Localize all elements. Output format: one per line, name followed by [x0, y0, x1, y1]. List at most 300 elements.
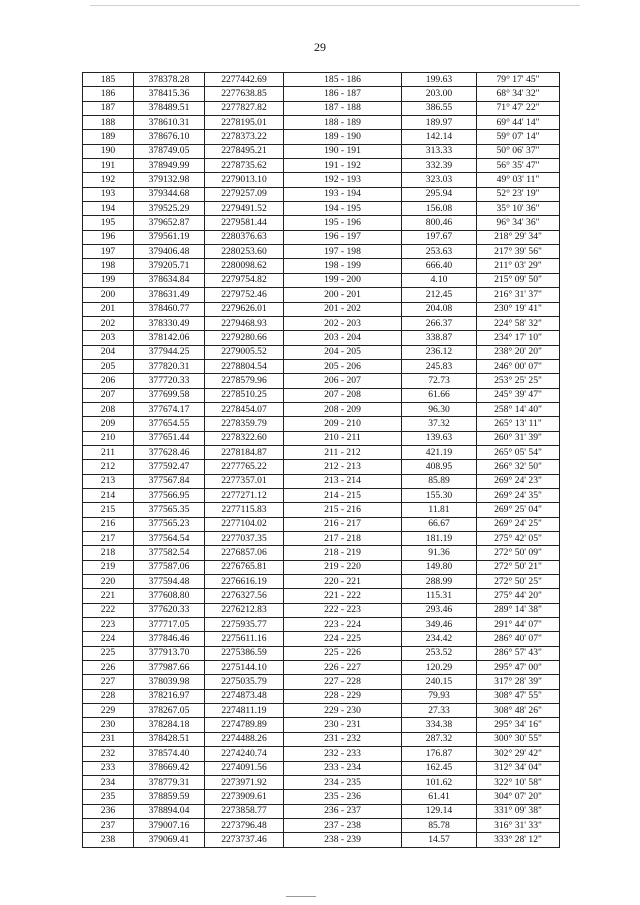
- point-number-cell: 204: [83, 345, 134, 359]
- y-coordinate-cell: 2273971.92: [205, 775, 284, 789]
- x-coordinate-cell: 378676.10: [134, 130, 205, 144]
- bearing-cell: 286° 40' 07": [477, 632, 560, 646]
- length-cell: 245.83: [402, 359, 477, 373]
- table-row: [83, 388, 560, 402]
- table-row: [83, 704, 560, 718]
- length-cell: 295.94: [402, 187, 477, 201]
- length-cell: 234.42: [402, 632, 477, 646]
- page-number: 29: [314, 40, 326, 54]
- point-number-cell: 209: [83, 417, 134, 431]
- bearing-cell: 79° 17' 45": [477, 73, 560, 87]
- y-coordinate-cell: 2275611.16: [205, 632, 284, 646]
- point-number-cell: 238: [83, 833, 134, 847]
- table-row: [83, 818, 560, 832]
- segment-cell: 236 - 237: [284, 804, 402, 818]
- x-coordinate-cell: 378610.31: [134, 116, 205, 130]
- point-number-cell: 191: [83, 159, 134, 173]
- x-coordinate-cell: 379205.71: [134, 259, 205, 273]
- length-cell: 27.33: [402, 704, 477, 718]
- bearing-cell: 291° 44' 07": [477, 618, 560, 632]
- point-number-cell: 185: [83, 73, 134, 87]
- table-row: [83, 575, 560, 589]
- length-cell: 199.63: [402, 73, 477, 87]
- segment-cell: 191 - 192: [284, 159, 402, 173]
- table-row: [83, 202, 560, 216]
- x-coordinate-cell: 377820.31: [134, 359, 205, 373]
- point-number-cell: 208: [83, 402, 134, 416]
- x-coordinate-cell: 378669.42: [134, 761, 205, 775]
- y-coordinate-cell: 2278195.01: [205, 116, 284, 130]
- x-coordinate-cell: 378415.36: [134, 87, 205, 101]
- x-coordinate-cell: 377566.95: [134, 488, 205, 502]
- bearing-cell: 316° 31' 33": [477, 818, 560, 832]
- table-row: [83, 417, 560, 431]
- segment-cell: 186 - 187: [284, 87, 402, 101]
- x-coordinate-cell: 379525.29: [134, 202, 205, 216]
- y-coordinate-cell: 2278322.60: [205, 431, 284, 445]
- point-number-cell: 210: [83, 431, 134, 445]
- table-row: [83, 331, 560, 345]
- segment-cell: 232 - 233: [284, 747, 402, 761]
- x-coordinate-cell: 378489.51: [134, 101, 205, 115]
- length-cell: 14.57: [402, 833, 477, 847]
- x-coordinate-cell: 378460.77: [134, 302, 205, 316]
- table-row: [83, 833, 560, 847]
- length-cell: 101.62: [402, 775, 477, 789]
- point-number-cell: 193: [83, 187, 134, 201]
- table-row: [83, 288, 560, 302]
- x-coordinate-cell: 379406.48: [134, 245, 205, 259]
- table-row: [83, 431, 560, 445]
- x-coordinate-cell: 377567.84: [134, 474, 205, 488]
- table-row: [83, 402, 560, 416]
- table-row: [83, 230, 560, 244]
- y-coordinate-cell: 2274873.48: [205, 689, 284, 703]
- segment-cell: 203 - 204: [284, 331, 402, 345]
- table-row: [83, 345, 560, 359]
- segment-cell: 238 - 239: [284, 833, 402, 847]
- segment-cell: 198 - 199: [284, 259, 402, 273]
- segment-cell: 222 - 223: [284, 603, 402, 617]
- bearing-cell: 253° 25' 25": [477, 374, 560, 388]
- bearing-cell: 308° 47' 55": [477, 689, 560, 703]
- segment-cell: 228 - 229: [284, 689, 402, 703]
- y-coordinate-cell: 2278804.54: [205, 359, 284, 373]
- segment-cell: 204 - 205: [284, 345, 402, 359]
- segment-cell: 226 - 227: [284, 661, 402, 675]
- bearing-cell: 96° 34' 36": [477, 216, 560, 230]
- x-coordinate-cell: 377564.54: [134, 532, 205, 546]
- bearing-cell: 295° 34' 16": [477, 718, 560, 732]
- segment-cell: 185 - 186: [284, 73, 402, 87]
- length-cell: 293.46: [402, 603, 477, 617]
- length-cell: 181.19: [402, 532, 477, 546]
- length-cell: 156.08: [402, 202, 477, 216]
- segment-cell: 192 - 193: [284, 173, 402, 187]
- segment-cell: 235 - 236: [284, 790, 402, 804]
- length-cell: 96.30: [402, 402, 477, 416]
- x-coordinate-cell: 378631.49: [134, 288, 205, 302]
- y-coordinate-cell: 2280098.62: [205, 259, 284, 273]
- coordinates-table: [82, 72, 560, 848]
- table-row: [83, 646, 560, 660]
- segment-cell: 205 - 206: [284, 359, 402, 373]
- y-coordinate-cell: 2276327.56: [205, 589, 284, 603]
- x-coordinate-cell: 379344.68: [134, 187, 205, 201]
- segment-cell: 218 - 219: [284, 546, 402, 560]
- length-cell: 162.45: [402, 761, 477, 775]
- x-coordinate-cell: 378779.31: [134, 775, 205, 789]
- x-coordinate-cell: 377565.35: [134, 503, 205, 517]
- y-coordinate-cell: 2278359.79: [205, 417, 284, 431]
- y-coordinate-cell: 2280376.63: [205, 230, 284, 244]
- y-coordinate-cell: 2276857.06: [205, 546, 284, 560]
- point-number-cell: 224: [83, 632, 134, 646]
- point-number-cell: 190: [83, 144, 134, 158]
- length-cell: 203.00: [402, 87, 477, 101]
- bearing-cell: 258° 14' 40": [477, 402, 560, 416]
- bearing-cell: 68° 34' 32": [477, 87, 560, 101]
- segment-cell: 195 - 196: [284, 216, 402, 230]
- segment-cell: 224 - 225: [284, 632, 402, 646]
- bearing-cell: 216° 31' 37": [477, 288, 560, 302]
- y-coordinate-cell: 2279752.46: [205, 288, 284, 302]
- length-cell: 142.14: [402, 130, 477, 144]
- bearing-cell: 269° 25' 04": [477, 503, 560, 517]
- segment-cell: 216 - 217: [284, 517, 402, 531]
- bearing-cell: 218° 29' 34": [477, 230, 560, 244]
- point-number-cell: 213: [83, 474, 134, 488]
- segment-cell: 214 - 215: [284, 488, 402, 502]
- length-cell: 197.67: [402, 230, 477, 244]
- length-cell: 408.95: [402, 460, 477, 474]
- y-coordinate-cell: 2276616.19: [205, 575, 284, 589]
- x-coordinate-cell: 377587.06: [134, 560, 205, 574]
- length-cell: 204.08: [402, 302, 477, 316]
- y-coordinate-cell: 2278735.62: [205, 159, 284, 173]
- segment-cell: 190 - 191: [284, 144, 402, 158]
- y-coordinate-cell: 2273858.77: [205, 804, 284, 818]
- x-coordinate-cell: 377608.80: [134, 589, 205, 603]
- x-coordinate-cell: 379561.19: [134, 230, 205, 244]
- y-coordinate-cell: 2278579.96: [205, 374, 284, 388]
- x-coordinate-cell: 379652.87: [134, 216, 205, 230]
- segment-cell: 215 - 216: [284, 503, 402, 517]
- bearing-cell: 52° 23' 19": [477, 187, 560, 201]
- point-number-cell: 221: [83, 589, 134, 603]
- point-number-cell: 229: [83, 704, 134, 718]
- y-coordinate-cell: 2277638.85: [205, 87, 284, 101]
- length-cell: 240.15: [402, 675, 477, 689]
- segment-cell: 225 - 226: [284, 646, 402, 660]
- point-number-cell: 202: [83, 316, 134, 330]
- point-number-cell: 232: [83, 747, 134, 761]
- table-row: [83, 560, 560, 574]
- table-row: [83, 460, 560, 474]
- length-cell: 288.99: [402, 575, 477, 589]
- segment-cell: 219 - 220: [284, 560, 402, 574]
- length-cell: 253.52: [402, 646, 477, 660]
- table-row: [83, 87, 560, 101]
- segment-cell: 211 - 212: [284, 445, 402, 459]
- bearing-cell: 266° 32' 50": [477, 460, 560, 474]
- length-cell: 338.87: [402, 331, 477, 345]
- segment-cell: 189 - 190: [284, 130, 402, 144]
- segment-cell: 200 - 201: [284, 288, 402, 302]
- y-coordinate-cell: 2276212.83: [205, 603, 284, 617]
- length-cell: 61.41: [402, 790, 477, 804]
- length-cell: 85.89: [402, 474, 477, 488]
- length-cell: 155.30: [402, 488, 477, 502]
- segment-cell: 221 - 222: [284, 589, 402, 603]
- bearing-cell: 224° 58' 32": [477, 316, 560, 330]
- table-row: [83, 116, 560, 130]
- x-coordinate-cell: 378330.49: [134, 316, 205, 330]
- table-row: [83, 144, 560, 158]
- table-row: [83, 474, 560, 488]
- y-coordinate-cell: 2277104.02: [205, 517, 284, 531]
- bearing-cell: 230° 19' 41": [477, 302, 560, 316]
- length-cell: 79.93: [402, 689, 477, 703]
- x-coordinate-cell: 378574.40: [134, 747, 205, 761]
- table-row: [83, 732, 560, 746]
- segment-cell: 187 - 188: [284, 101, 402, 115]
- x-coordinate-cell: 378142.06: [134, 331, 205, 345]
- bearing-cell: 275° 44' 20": [477, 589, 560, 603]
- x-coordinate-cell: 377846.46: [134, 632, 205, 646]
- bottom-mark: [286, 896, 316, 897]
- table-body: [83, 73, 560, 848]
- bearing-cell: 269° 24' 35": [477, 488, 560, 502]
- bearing-cell: 260° 31' 39": [477, 431, 560, 445]
- bearing-cell: 269° 24' 25": [477, 517, 560, 531]
- table-row: [83, 445, 560, 459]
- length-cell: 332.39: [402, 159, 477, 173]
- y-coordinate-cell: 2274488.26: [205, 732, 284, 746]
- bearing-cell: 56° 35' 47": [477, 159, 560, 173]
- y-coordinate-cell: 2275035.79: [205, 675, 284, 689]
- point-number-cell: 187: [83, 101, 134, 115]
- y-coordinate-cell: 2279754.82: [205, 273, 284, 287]
- segment-cell: 223 - 224: [284, 618, 402, 632]
- length-cell: 334.38: [402, 718, 477, 732]
- point-number-cell: 188: [83, 116, 134, 130]
- x-coordinate-cell: 378284.18: [134, 718, 205, 732]
- y-coordinate-cell: 2274789.89: [205, 718, 284, 732]
- point-number-cell: 198: [83, 259, 134, 273]
- bearing-cell: 304° 07' 20": [477, 790, 560, 804]
- point-number-cell: 200: [83, 288, 134, 302]
- bearing-cell: 71° 47' 22": [477, 101, 560, 115]
- point-number-cell: 233: [83, 761, 134, 775]
- y-coordinate-cell: 2278373.22: [205, 130, 284, 144]
- segment-cell: 212 - 213: [284, 460, 402, 474]
- bearing-cell: 59° 07' 14": [477, 130, 560, 144]
- length-cell: 189.97: [402, 116, 477, 130]
- bearing-cell: 272° 50' 09": [477, 546, 560, 560]
- length-cell: 4.10: [402, 273, 477, 287]
- y-coordinate-cell: 2279257.09: [205, 187, 284, 201]
- y-coordinate-cell: 2277765.22: [205, 460, 284, 474]
- length-cell: 66.67: [402, 517, 477, 531]
- table-row: [83, 747, 560, 761]
- y-coordinate-cell: 2274240.74: [205, 747, 284, 761]
- y-coordinate-cell: 2278495.21: [205, 144, 284, 158]
- segment-cell: 196 - 197: [284, 230, 402, 244]
- y-coordinate-cell: 2279280.66: [205, 331, 284, 345]
- y-coordinate-cell: 2273737.46: [205, 833, 284, 847]
- point-number-cell: 205: [83, 359, 134, 373]
- x-coordinate-cell: 378894.04: [134, 804, 205, 818]
- point-number-cell: 226: [83, 661, 134, 675]
- segment-cell: 227 - 228: [284, 675, 402, 689]
- x-coordinate-cell: 377699.58: [134, 388, 205, 402]
- point-number-cell: 237: [83, 818, 134, 832]
- x-coordinate-cell: 378949.99: [134, 159, 205, 173]
- point-number-cell: 230: [83, 718, 134, 732]
- table-row: [83, 632, 560, 646]
- x-coordinate-cell: 377594.48: [134, 575, 205, 589]
- table-row: [83, 245, 560, 259]
- y-coordinate-cell: 2280253.60: [205, 245, 284, 259]
- segment-cell: 207 - 208: [284, 388, 402, 402]
- x-coordinate-cell: 377987.66: [134, 661, 205, 675]
- y-coordinate-cell: 2279491.52: [205, 202, 284, 216]
- point-number-cell: 189: [83, 130, 134, 144]
- table-row: [83, 316, 560, 330]
- length-cell: 349.46: [402, 618, 477, 632]
- bearing-cell: 265° 13' 11": [477, 417, 560, 431]
- point-number-cell: 211: [83, 445, 134, 459]
- point-number-cell: 234: [83, 775, 134, 789]
- y-coordinate-cell: 2275144.10: [205, 661, 284, 675]
- table-row: [83, 488, 560, 502]
- length-cell: 85.78: [402, 818, 477, 832]
- point-number-cell: 186: [83, 87, 134, 101]
- bearing-cell: 272° 50' 21": [477, 560, 560, 574]
- segment-cell: 220 - 221: [284, 575, 402, 589]
- length-cell: 72.73: [402, 374, 477, 388]
- table-row: [83, 173, 560, 187]
- table-row: [83, 187, 560, 201]
- point-number-cell: 195: [83, 216, 134, 230]
- y-coordinate-cell: 2277271.12: [205, 488, 284, 502]
- y-coordinate-cell: 2277037.35: [205, 532, 284, 546]
- x-coordinate-cell: 377651.44: [134, 431, 205, 445]
- table-row: [83, 273, 560, 287]
- bearing-cell: 234° 17' 10": [477, 331, 560, 345]
- bearing-cell: 333° 28' 12": [477, 833, 560, 847]
- length-cell: 11.81: [402, 503, 477, 517]
- point-number-cell: 197: [83, 245, 134, 259]
- table-row: [83, 618, 560, 632]
- y-coordinate-cell: 2279626.01: [205, 302, 284, 316]
- segment-cell: 194 - 195: [284, 202, 402, 216]
- segment-cell: 213 - 214: [284, 474, 402, 488]
- x-coordinate-cell: 377717.05: [134, 618, 205, 632]
- point-number-cell: 231: [83, 732, 134, 746]
- x-coordinate-cell: 377944.25: [134, 345, 205, 359]
- segment-cell: 202 - 203: [284, 316, 402, 330]
- y-coordinate-cell: 2279013.10: [205, 173, 284, 187]
- segment-cell: 199 - 200: [284, 273, 402, 287]
- bearing-cell: 312° 34' 04": [477, 761, 560, 775]
- x-coordinate-cell: 377565.23: [134, 517, 205, 531]
- segment-cell: 201 - 202: [284, 302, 402, 316]
- segment-cell: 208 - 209: [284, 402, 402, 416]
- bearing-cell: 215° 09' 50": [477, 273, 560, 287]
- y-coordinate-cell: 2278454.07: [205, 402, 284, 416]
- point-number-cell: 196: [83, 230, 134, 244]
- x-coordinate-cell: 379132.98: [134, 173, 205, 187]
- length-cell: 120.29: [402, 661, 477, 675]
- bearing-cell: 217° 39' 56": [477, 245, 560, 259]
- point-number-cell: 227: [83, 675, 134, 689]
- segment-cell: 188 - 189: [284, 116, 402, 130]
- y-coordinate-cell: 2274091.56: [205, 761, 284, 775]
- segment-cell: 230 - 231: [284, 718, 402, 732]
- y-coordinate-cell: 2273796.48: [205, 818, 284, 832]
- segment-cell: 193 - 194: [284, 187, 402, 201]
- bearing-cell: 300° 30' 55": [477, 732, 560, 746]
- point-number-cell: 216: [83, 517, 134, 531]
- table-row: [83, 661, 560, 675]
- table-row: [83, 517, 560, 531]
- segment-cell: 231 - 232: [284, 732, 402, 746]
- table-row: [83, 532, 560, 546]
- x-coordinate-cell: 377654.55: [134, 417, 205, 431]
- x-coordinate-cell: 377674.17: [134, 402, 205, 416]
- y-coordinate-cell: 2275386.59: [205, 646, 284, 660]
- table-row: [83, 589, 560, 603]
- point-number-cell: 222: [83, 603, 134, 617]
- x-coordinate-cell: 379007.16: [134, 818, 205, 832]
- x-coordinate-cell: 378634.84: [134, 273, 205, 287]
- point-number-cell: 225: [83, 646, 134, 660]
- y-coordinate-cell: 2277827.82: [205, 101, 284, 115]
- length-cell: 236.12: [402, 345, 477, 359]
- length-cell: 421.19: [402, 445, 477, 459]
- table-row: [83, 259, 560, 273]
- y-coordinate-cell: 2279468.93: [205, 316, 284, 330]
- table-row: [83, 804, 560, 818]
- point-number-cell: 217: [83, 532, 134, 546]
- bearing-cell: 308° 48' 26": [477, 704, 560, 718]
- point-number-cell: 203: [83, 331, 134, 345]
- length-cell: 61.66: [402, 388, 477, 402]
- table-row: [83, 689, 560, 703]
- point-number-cell: 199: [83, 273, 134, 287]
- y-coordinate-cell: 2278510.25: [205, 388, 284, 402]
- bearing-cell: 295° 47' 00": [477, 661, 560, 675]
- y-coordinate-cell: 2279005.52: [205, 345, 284, 359]
- x-coordinate-cell: 378267.05: [134, 704, 205, 718]
- point-number-cell: 218: [83, 546, 134, 560]
- y-coordinate-cell: 2279581.44: [205, 216, 284, 230]
- bearing-cell: 272° 50' 25": [477, 575, 560, 589]
- table-row: [83, 216, 560, 230]
- point-number-cell: 212: [83, 460, 134, 474]
- point-number-cell: 194: [83, 202, 134, 216]
- segment-cell: 233 - 234: [284, 761, 402, 775]
- table-row: [83, 73, 560, 87]
- table-row: [83, 603, 560, 617]
- segment-cell: 206 - 207: [284, 374, 402, 388]
- bearing-cell: 317° 28' 39": [477, 675, 560, 689]
- bearing-cell: 269° 24' 23": [477, 474, 560, 488]
- segment-cell: 197 - 198: [284, 245, 402, 259]
- bearing-cell: 302° 29' 42": [477, 747, 560, 761]
